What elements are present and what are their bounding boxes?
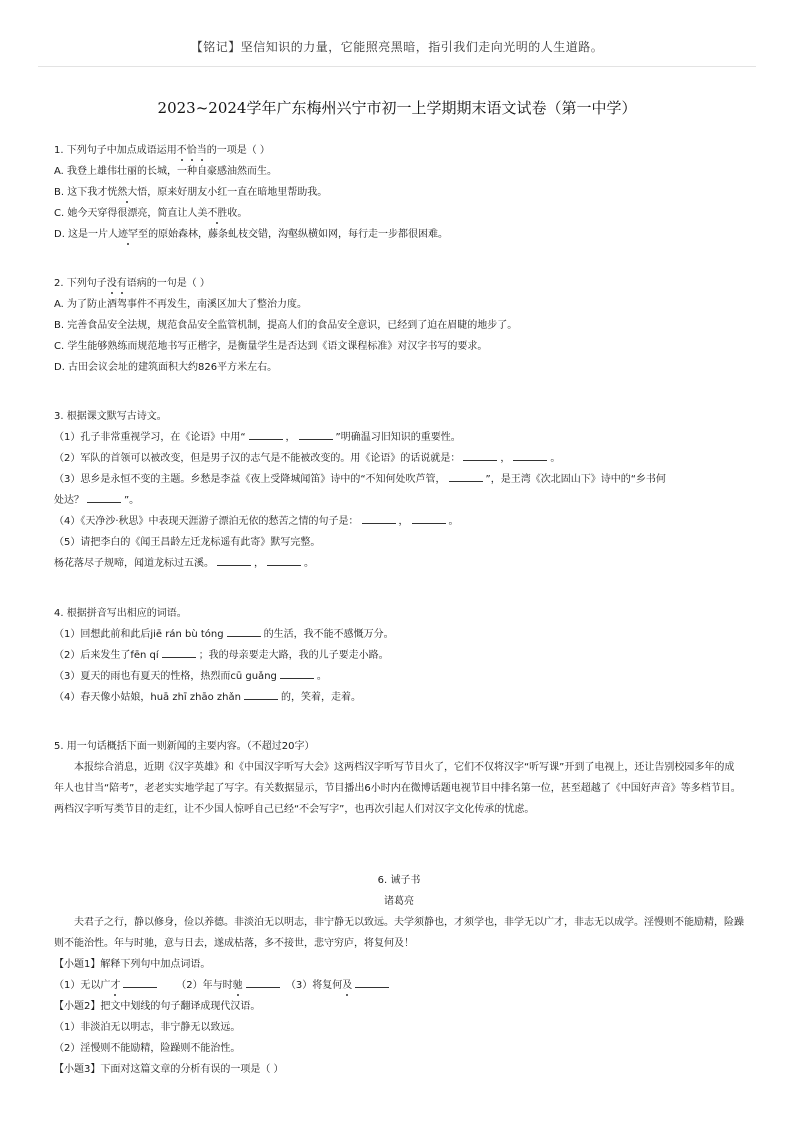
q1-dotted-idiom: 人迹罕至 [108, 229, 149, 240]
page-title: 2023~2024学年广东梅州兴宁市初一上学期期末语文试卷（第一中学） [157, 99, 637, 117]
q4-item-3: （3）夏天的雨也有夏天的性格，热烈而cū guǎng 。 [54, 666, 744, 687]
q2-option-d: D. 古田会议会址的建筑面积大约826平方米左右。 [54, 362, 278, 373]
answer-blank[interactable] [123, 977, 157, 988]
q1-dot-char: 当 [196, 145, 207, 156]
q3-stem: 3. 根据课文默写古诗文。 [54, 411, 167, 422]
q2-option-a: A. 为了防止酒驾事件不再发生，南溪区加大了整治力度。 [54, 299, 308, 310]
answer-blank[interactable] [513, 450, 547, 461]
q6-sub2-item-2: （2）淫慢则不能励精，险躁则不能治性。 [54, 1043, 241, 1054]
q2-option-c: C. 学生能够熟练而规范地书写正楷字，是衡量学生是否达到《语文课程标准》对汉字书写的要求。 [54, 341, 488, 352]
q3-item-3-cont: 处达？ ”。 [54, 490, 744, 511]
q6-dot-char: 驰 [232, 980, 243, 991]
q2-option-b: B. 完善食品安全法规，规范食品安全监管机制，提高人们的食品安全意识，已经到了迫在眉睫的地步了。 [54, 320, 518, 331]
q6-sub3: 【小题3】下面对这篇文章的分析有误的一项是（ ） [54, 1064, 284, 1075]
answer-blank[interactable] [244, 689, 278, 700]
q1-option-b: B. 这下我才恍然大悟，原来好朋友小红一直在暗地里帮助我。 [54, 187, 328, 198]
answer-blank[interactable] [87, 492, 121, 503]
q1-option-c: C. 她今天穿得很漂亮，简直让人美不胜收。 [54, 208, 248, 219]
answer-blank[interactable] [217, 555, 251, 566]
question-2 [54, 273, 744, 378]
q3-item-5-poem: 杨花落尽子规啼，闻道龙标过五溪。 ， 。 [54, 553, 744, 574]
q4-item-4: （4）春天像小姑娘，huā zhī zhāo zhǎn 的，笑着，走着。 [54, 687, 744, 708]
answer-blank[interactable] [162, 647, 196, 658]
q3-item-4: （4）《天净沙·秋思》中表现天涯游子漂泊无依的愁苦之情的句子是： ， 。 [54, 511, 744, 532]
answer-blank[interactable] [227, 626, 261, 637]
q5-news-paragraph: 本报综合消息，近期《汉字英雄》和《中国汉字听写大会》这两档汉字听写节目火了，它们不仅将汉字“听写课”开到了电视上，还让告别校园多年的成年人也甘当“陪考”，老老实实地学起了写字。有关数据显示，节目播出6小时内在微博话题电视节目中排名第一位，甚至超越了《中国好声音》等多档节目。两档汉字听写类节目的走红，让不少国人惊呼自己已经“不会写字”，也再次引起人们对汉字文化传承的忧虑。 [54, 762, 741, 815]
question-3 [54, 406, 744, 574]
q5-stem: 5. 用一句话概括下面一则新闻的主要内容。（不超过20字） [54, 741, 315, 752]
answer-blank[interactable] [449, 471, 483, 482]
q3-item-1: （1）孔子非常重视学习，在《论语》中用“ ， ”明确温习旧知识的重要性。 [54, 427, 744, 448]
answer-blank[interactable] [412, 513, 446, 524]
q1-option-d: D. 这是一片人迹罕至的原始森林，藤条虬枝交错，沟壑纵横如网，每行走一步都很困难。 [54, 229, 449, 240]
q1-option-a: A. 我登上雄伟壮丽的长城，一种自豪感油然而生。 [54, 166, 278, 177]
q6-sub2-item-1: （1）非淡泊无以明志，非宁静无以致远。 [54, 1022, 241, 1033]
q4-stem: 4. 根据拼音写出相应的词语。 [54, 608, 187, 619]
q6-heading: 6. 诫子书 [377, 875, 421, 886]
q3-item-5: （5）请把李白的《闻王昌龄左迁龙标遥有此寄》默写完整。 [54, 537, 321, 548]
q1-dot-char: 恰 [186, 145, 197, 156]
q6-sub2: 【小题2】把文中划线的句子翻译成现代汉语。 [54, 1001, 261, 1012]
q4-item-2: （2）后来发生了fēn qí ；我的母亲要走大路，我的儿子要走小路。 [54, 645, 744, 666]
answer-blank[interactable] [362, 513, 396, 524]
q2-dot-char: 有 [116, 278, 127, 289]
answer-blank[interactable] [246, 977, 280, 988]
q6-author: 诸葛亮 [384, 896, 414, 907]
q4-item-1: （1）回想此前和此后jiē rán bù tóng 的生活，我不能不感慨万分。 [54, 624, 744, 645]
answer-blank[interactable] [280, 668, 314, 679]
q6-sub1-items: （1）无以广才 （2）年与时驰 （3）将复何及 [54, 975, 744, 996]
question-1 [54, 140, 744, 245]
q1-dot-char: 不 [176, 145, 187, 156]
motto-header: 【铭记】坚信知识的力量，它能照亮黑暗，指引我们走向光明的人生道路。 [190, 40, 604, 54]
q2-dot-char: 没 [106, 278, 117, 289]
answer-blank[interactable] [249, 429, 283, 440]
answer-blank[interactable] [267, 555, 301, 566]
q6-passage: 夫君子之行，静以修身，俭以养德。非淡泊无以明志，非宁静无以致远。夫学须静也，才须学也，非学无以广才，非志无以成学。淫慢则不能励精，险躁则不能治性。年与时驰，意与日去，遂成枯落，多不接世，悲守穷庐，将复何及！ [54, 917, 744, 949]
question-5 [54, 736, 744, 820]
q2-stem: 2. 下列句子没有语病的一句是（ ） [54, 278, 210, 289]
q1-stem: 1. 下列句子中加点成语运用不恰当的一项是（ ） [54, 145, 270, 156]
q1-dotted-idiom: 美不胜收 [197, 208, 238, 219]
question-6 [54, 870, 744, 1080]
header-divider [38, 66, 756, 67]
q3-item-2: （2）军队的首领可以被改变，但是男子汉的志气是不能被改变的。用《论语》的话说就是： ， 。 [54, 448, 744, 469]
answer-blank[interactable] [355, 977, 389, 988]
question-4 [54, 603, 744, 708]
answer-blank[interactable] [299, 429, 333, 440]
q1-dotted-idiom: 恍然大悟 [107, 187, 148, 198]
answer-blank[interactable] [463, 450, 497, 461]
q6-dot-char: 及 [342, 980, 353, 991]
q6-sub1: 【小题1】解释下列句中加点词语。 [54, 959, 211, 970]
q3-item-3: （3）思乡是永恒不变的主题。乡愁是李益《夜上受降城闻笛》诗中的“不知何处吹芦管， ”，是王湾《次北固山下》诗中的“乡书何 [54, 469, 744, 490]
q6-dot-char: 才 [110, 980, 121, 991]
